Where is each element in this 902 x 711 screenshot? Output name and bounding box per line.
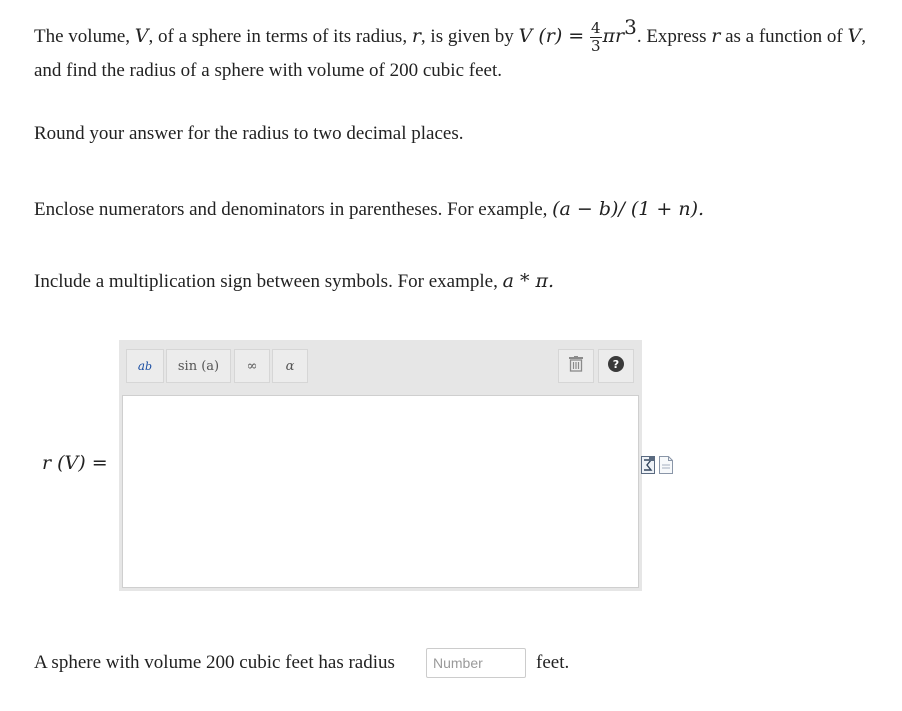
help-button[interactable]: [598, 349, 634, 383]
superscript-exp: b: [145, 359, 153, 373]
answer-editor-area[interactable]: [122, 395, 639, 588]
problem-statement: The volume, V, of a sphere in terms of its radius, r, is given by V (r) = $\frac{4}{3}$ $\pi r^3$. Express r as a function of V, and find the radius of a sphere with volume of 200 cubic feet.: [34, 15, 866, 81]
multiplication-instruction: Include a multiplication sign between symbols. For example, a * π.: [34, 270, 555, 292]
rounding-instruction: Round your answer for the radius to two decimal places.: [34, 123, 464, 144]
fraction-four-thirds: $\frac{4}{3}$: [590, 19, 601, 55]
trash-icon: [569, 356, 583, 376]
document-icon[interactable]: [659, 456, 673, 480]
parentheses-example: (a − b)/ (1 + n).: [552, 198, 705, 220]
equation-preview-icon[interactable]: [641, 456, 655, 480]
help-icon: [608, 356, 624, 376]
final-answer-text: A sphere with volume 200 cubic feet has radius: [34, 652, 395, 673]
superscript-button[interactable]: [126, 349, 164, 383]
radius-input[interactable]: [426, 648, 526, 678]
infinity-button[interactable]: ∞: [234, 349, 270, 383]
editor-lhs-label: r (V) =: [42, 452, 108, 474]
editor-toolbar: [126, 347, 635, 385]
equation-editor: [119, 340, 642, 591]
multiplication-example: a * π.: [502, 270, 555, 292]
parentheses-instruction: Enclose numerators and denominators in parentheses. For example, (a − b)/ (1 + n).: [34, 198, 705, 220]
clear-button[interactable]: [558, 349, 594, 383]
formula-lhs: V (r) =: [518, 25, 585, 47]
editor-side-icons: [641, 456, 673, 480]
svg-text:?: ?: [612, 358, 620, 371]
formula-pi-r: πr: [602, 25, 625, 47]
unit-label: feet.: [536, 652, 570, 673]
alpha-button[interactable]: α: [272, 349, 308, 383]
sin-button[interactable]: sin (a): [166, 349, 231, 383]
formula-exponent: 3: [624, 15, 637, 39]
superscript-base: a: [137, 359, 146, 373]
